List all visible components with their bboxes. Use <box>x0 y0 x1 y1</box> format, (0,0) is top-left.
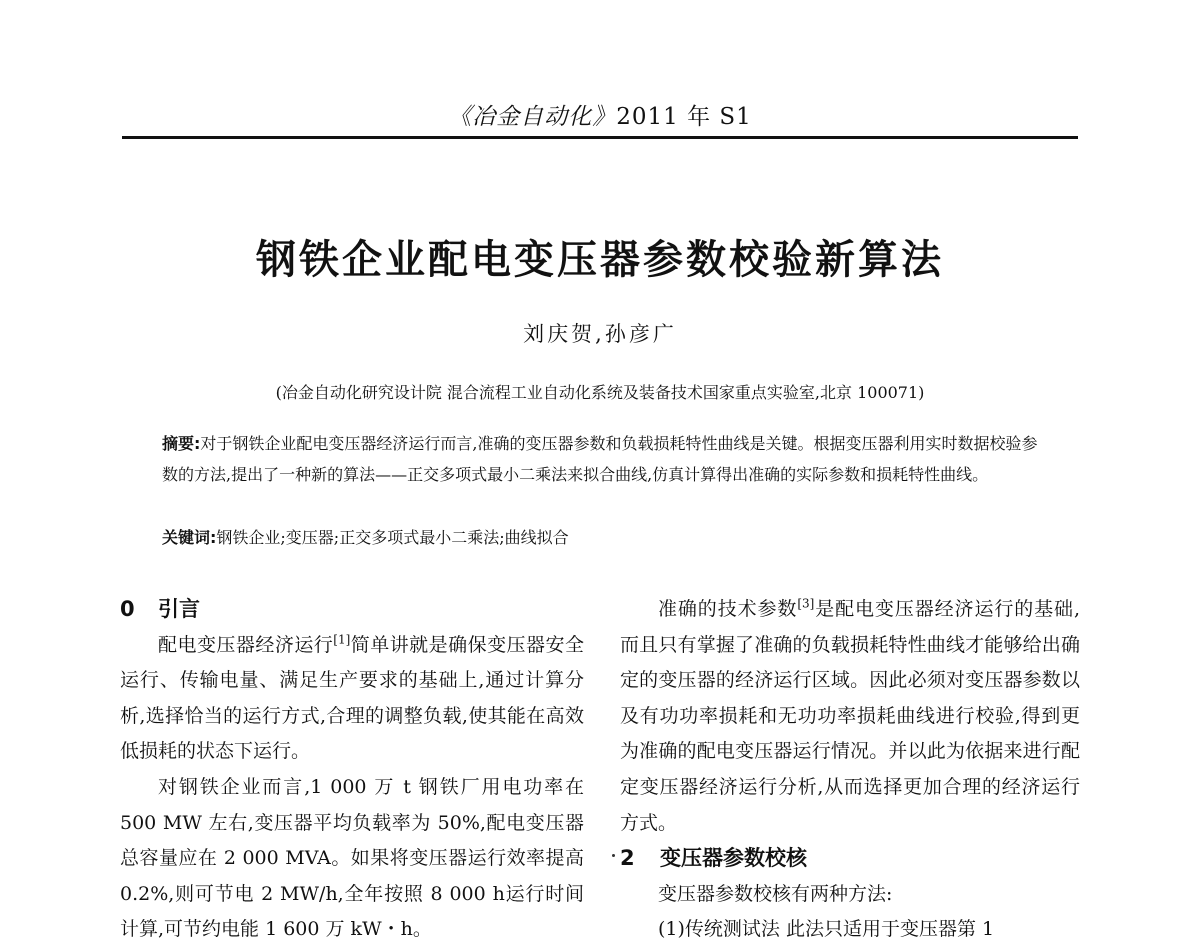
header-rule <box>122 136 1078 139</box>
right-column <box>620 592 1080 948</box>
paragraph-text: 准确的技术参数 <box>658 598 798 620</box>
section-heading-2 <box>620 841 1080 877</box>
citation: [3] <box>797 596 815 611</box>
paper-affiliation: (冶金自动化研究设计院 混合流程工业自动化系统及装备技术国家重点实验室,北京 100071) <box>275 383 925 402</box>
paper-title: 钢铁企业配电变压器参数校验新算法 <box>256 237 944 283</box>
paragraph-text: 简单讲就是确保变压器安全运行、传输电量、满足生产要求的基础上,通过计算分析,选择恰当的运行方式,合理的调整负载,使其能在高效低损耗的状态下运行。 <box>120 633 584 763</box>
paragraph <box>120 628 584 770</box>
paragraph <box>620 592 1080 841</box>
paragraph: 对钢铁企业而言,1 000 万 t 钢铁厂用电功率在 500 MW 左右,变压器平均负载率为 50%,配电变压器总容量应在 2 000 MVA。如果将变压器运行效率提高 0.2%,则可节电 2 MW/h,全年按照 8 000 h运行时间计算,可节约电能 1 600 万 kW・h。 <box>120 775 584 941</box>
abstract-label: 摘要: <box>162 434 201 453</box>
section-heading-0 <box>120 592 584 628</box>
section-number: 0 <box>120 597 135 621</box>
abstract <box>162 428 1047 490</box>
section-number: 2 <box>620 846 635 871</box>
section-title: 引言 <box>158 597 200 621</box>
citation: [1] <box>333 632 351 647</box>
keywords-label: 关键词: <box>162 528 217 547</box>
left-column <box>120 592 584 948</box>
paper-authors: 刘庆贺,孙彦广 <box>523 322 677 346</box>
paragraph-text: 是配电变压器经济运行的基础,而且只有掌握了准确的负载损耗特性曲线才能够给出确定的变压器的经济运行区域。因此必须对变压器参数以及有功功率损耗和无功功率损耗曲线进行校验,得到更为准确的配电变压器运行情况。并以此为依据来进行配定变压器经济运行分析,从而选择更加合理的经济运行方式。 <box>620 598 1080 834</box>
stray-mark <box>612 854 615 857</box>
journal-header <box>0 98 1200 131</box>
paragraph: 变压器参数校核有两种方法: <box>658 882 893 905</box>
journal-name: 《冶金自动化》 <box>448 104 617 130</box>
paragraph: (1)传统测试法 此法只适用于变压器第 1 <box>658 918 995 941</box>
paragraph-text: 配电变压器经济运行 <box>158 633 334 656</box>
keywords <box>162 522 1047 553</box>
keywords-text: 钢铁企业;变压器;正交多项式最小二乘法;曲线拟合 <box>216 528 569 547</box>
journal-issue: 2011 年 S1 <box>616 104 752 130</box>
section-title: 变压器参数校核 <box>660 846 807 871</box>
abstract-text: 对于钢铁企业配电变压器经济运行而言,准确的变压器参数和负载损耗特性曲线是关键。根据变压器利用实时数据校验参数的方法,提出了一种新的算法——正交多项式最小二乘法来拟合曲线,仿真计算得出准确的实际参数和损耗特性曲线。 <box>162 434 1038 484</box>
